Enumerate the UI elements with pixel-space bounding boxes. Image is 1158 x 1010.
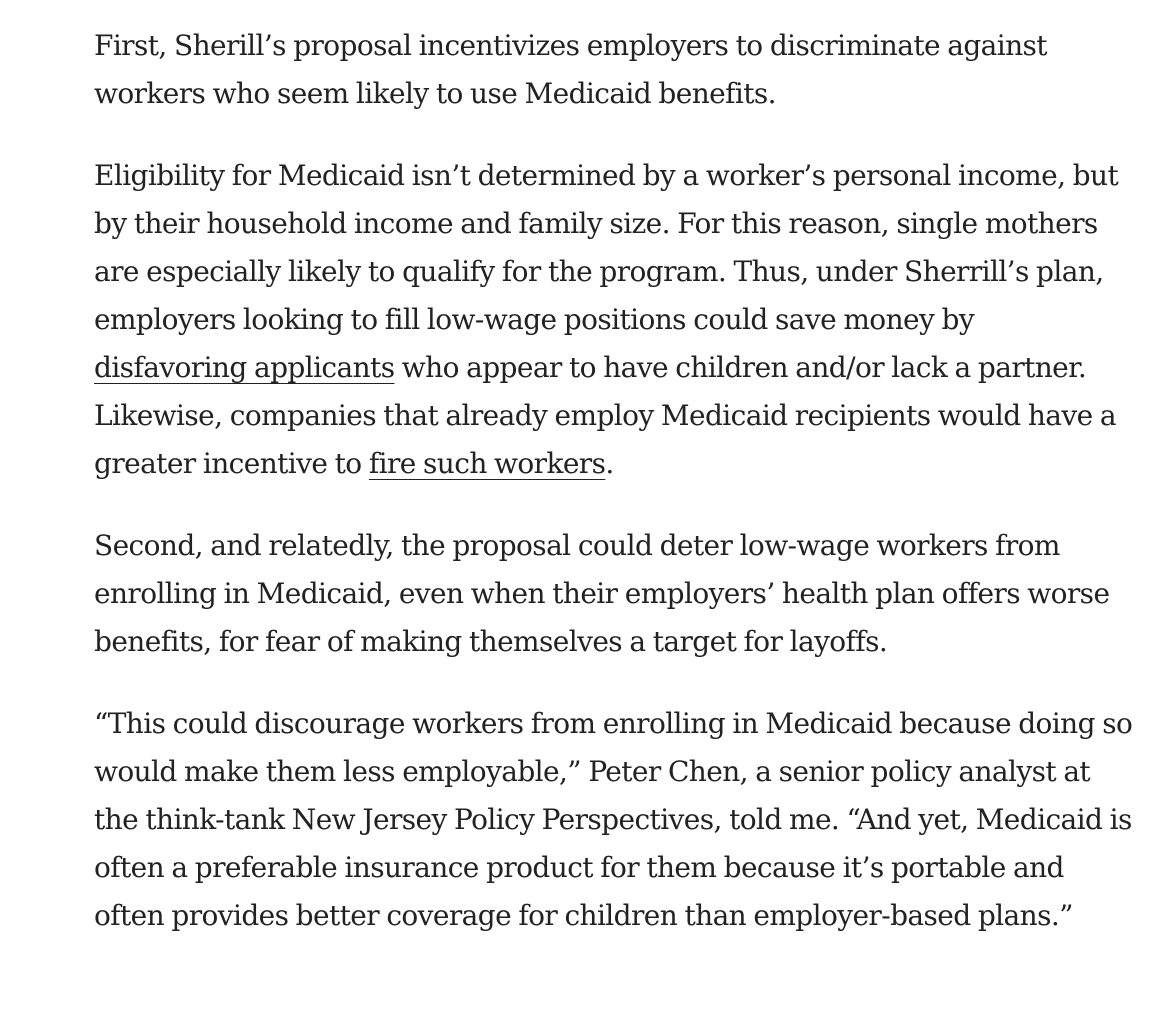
paragraph-2 — [94, 152, 1134, 488]
article-body — [94, 22, 1134, 974]
paragraph-3: Second, and relatedly, the proposal could deter low-wage workers from enrolling in Medicaid, even when their employers’ health plan offers worse benefits, for fear of making themselves a target for layoffs. — [94, 529, 1110, 658]
fire-such-workers-link[interactable]: fire such workers — [368, 447, 606, 480]
paragraph-2-text-3: . — [605, 447, 614, 480]
paragraph-1: First, Sherill’s proposal incentivizes employers to discriminate against workers who seem likely to use Medicaid benefits. — [94, 29, 1047, 110]
paragraph-2-text-2: who appear to have children and/or lack a partner. Likewise, companies that already employ Medicaid recipients would have a greater incentive to — [94, 351, 1116, 480]
paragraph-4-quote: “This could discourage workers from enrolling in Medicaid because doing so would make them less employable,” Peter Chen, a senior policy analyst at the think-tank New Jersey Policy Perspectives, told me. “And yet, Medicaid is often a preferable insurance product for them because it’s portable and often provides better coverage for children than employer-based plans.” — [94, 707, 1133, 932]
disfavoring-applicants-link[interactable]: disfavoring applicants — [94, 351, 395, 384]
paragraph-2-text-1: Eligibility for Medicaid isn’t determined by a worker’s personal income, but by their household income and family size. For this reason, single mothers are especially likely to qualify for the program. Thus, under Sherrill’s plan, employers looking to fill low-wage positions could save money by — [94, 159, 1119, 336]
